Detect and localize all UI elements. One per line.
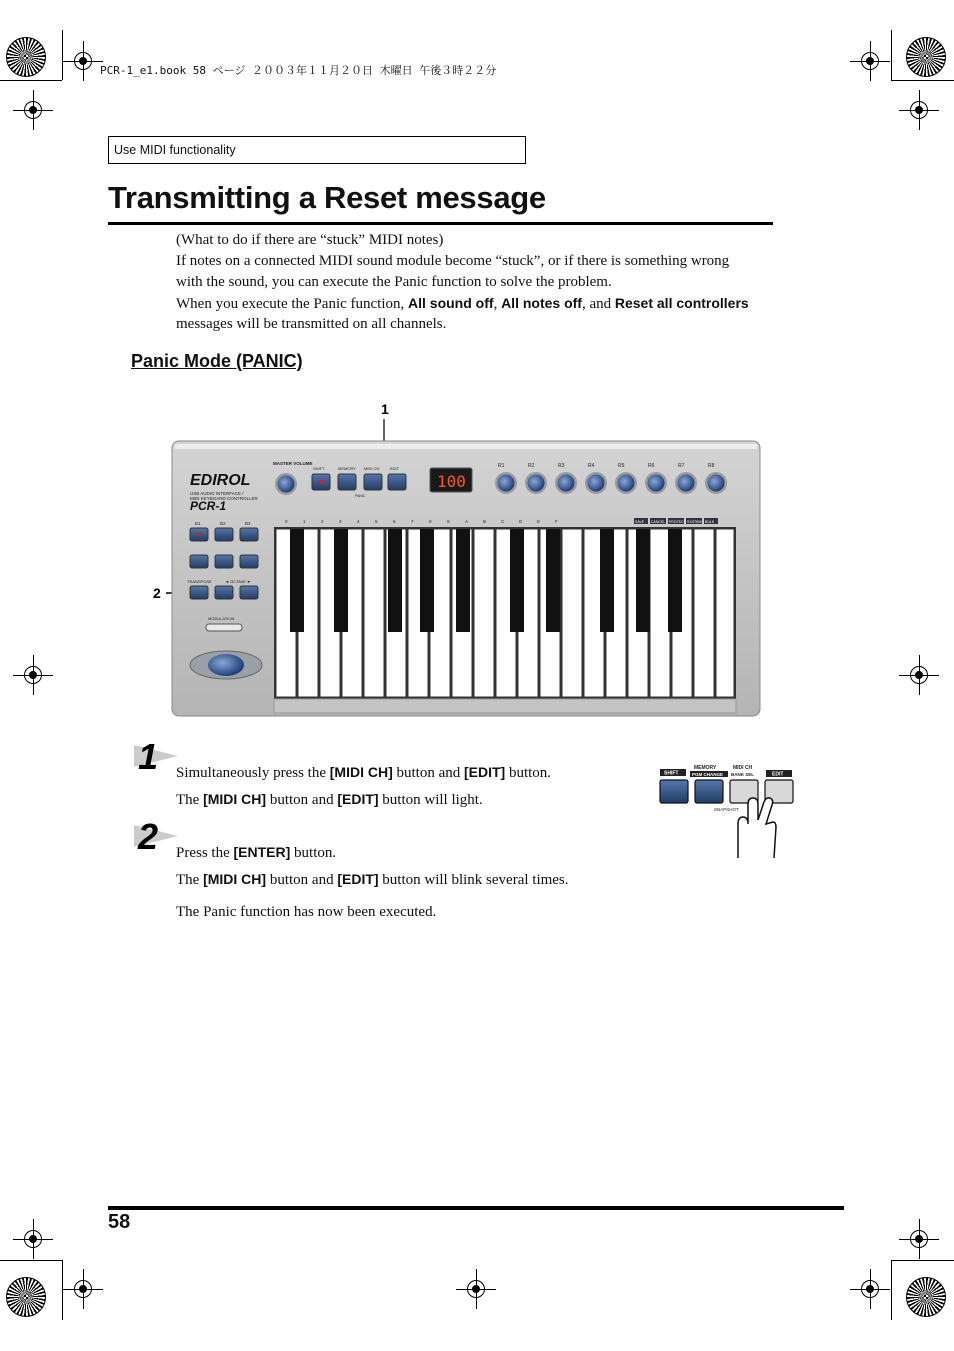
knob-label: R3	[558, 463, 565, 469]
panic-label: PANIC	[355, 494, 366, 498]
registration-mark	[467, 1280, 485, 1298]
print-info: PCR-1_e1.book 58 ページ ２００３年１１月２０日 木曜日 午後３時２２分	[100, 64, 497, 77]
key-label: D	[519, 519, 523, 524]
registration-star-bottom-left	[6, 1277, 46, 1317]
black-key	[510, 529, 524, 632]
modulation-label: MODULATION	[208, 616, 235, 621]
function-label-row	[634, 518, 718, 524]
registration-star-bottom-right	[906, 1277, 946, 1317]
bold-text: [EDIT]	[337, 871, 379, 887]
knob-r1	[498, 475, 515, 492]
crop-line	[0, 80, 62, 81]
black-key	[636, 529, 650, 632]
key-label: B	[483, 519, 487, 524]
text: The	[176, 872, 204, 888]
text: The	[176, 792, 204, 808]
black-key	[546, 529, 560, 632]
button-label: B1	[195, 521, 201, 526]
brand-logo: EDIROL	[190, 472, 251, 489]
knob-r2	[528, 475, 545, 492]
text: ,	[493, 296, 502, 312]
button-label: EDIT	[390, 466, 400, 471]
crop-line	[62, 1260, 63, 1320]
led	[319, 480, 324, 484]
text: , and	[581, 296, 615, 312]
crop-line	[891, 1260, 954, 1261]
button-label: MIDI CH	[733, 765, 753, 771]
white-key	[562, 529, 582, 697]
step-2-line-2	[176, 869, 569, 891]
bold-text: [EDIT]	[337, 791, 379, 807]
top-highlight	[175, 444, 757, 449]
registration-mark	[861, 1280, 879, 1298]
conclusion: The Panic function has now been executed.	[176, 904, 437, 920]
step-number: 2	[138, 816, 159, 857]
intro-line: If notes on a connected MIDI sound module become “stuck”, or if there is something wrong	[176, 253, 730, 269]
panel-button	[215, 555, 233, 568]
text: button and	[392, 765, 464, 781]
button-label: B2	[220, 521, 226, 526]
registration-mark	[74, 1280, 92, 1298]
black-key	[456, 529, 470, 632]
bold-text: All sound off	[408, 295, 494, 311]
panel-button	[240, 555, 258, 568]
knob-label: R7	[678, 463, 685, 469]
section-heading: Panic Mode (PANIC)	[131, 351, 303, 371]
crop-line	[0, 1260, 62, 1261]
octave-down-button	[215, 586, 233, 599]
page-number: 58	[108, 1211, 131, 1233]
knob-label: R4	[588, 463, 595, 469]
led	[197, 533, 201, 536]
intro-line: messages will be transmitted on all channels.	[176, 316, 447, 332]
button-label: EDIT	[772, 771, 784, 778]
knob-r3	[558, 475, 575, 492]
button-label: MIDI CH	[364, 466, 380, 471]
model-logo: PCR-1	[190, 499, 227, 513]
key-label: 3	[339, 519, 342, 524]
hand-icon	[738, 798, 776, 858]
registration-star-top-left	[6, 37, 46, 77]
white-key	[716, 529, 734, 697]
key-label: E	[537, 519, 541, 524]
bold-text: [MIDI CH]	[203, 791, 267, 807]
octave-label: ◄ OCTAVE ►	[225, 579, 251, 584]
key-label: 7	[411, 519, 414, 524]
panel-button	[190, 555, 208, 568]
intro-line: (What to do if there are “stuck” MIDI notes)	[176, 232, 444, 248]
key-label: 4	[357, 519, 360, 524]
text: button and	[266, 792, 338, 808]
key-label: 9	[447, 519, 450, 524]
button-press-illustration	[656, 762, 801, 862]
callout-1: 1	[381, 401, 389, 417]
button-label: SHIFT	[664, 770, 679, 777]
key-label: 2	[321, 519, 324, 524]
b3-button	[240, 528, 258, 541]
white-key	[364, 529, 384, 697]
func-label: PROTECT	[669, 520, 686, 524]
black-key	[600, 529, 614, 632]
knob-r4	[588, 475, 605, 492]
master-volume-knob	[278, 476, 295, 493]
crop-line	[891, 30, 892, 80]
title-rule	[108, 222, 773, 225]
page-title: Transmitting a Reset message	[108, 180, 546, 215]
crop-line	[62, 30, 63, 80]
white-key	[694, 529, 714, 697]
snapshot-label: SNAPSHOT	[714, 807, 739, 812]
knob-label: R5	[618, 463, 625, 469]
knob-label: R2	[528, 463, 535, 469]
func-label: SYSTEM	[687, 520, 702, 524]
bold-text: [ENTER]	[233, 844, 291, 860]
footer-rule	[108, 1206, 844, 1210]
callout-2: 2	[153, 585, 161, 601]
crop-line	[891, 80, 954, 81]
button-label: PGM CHANGE	[692, 772, 724, 777]
knob-label: R8	[708, 463, 715, 469]
knob-label: R6	[648, 463, 655, 469]
knob-label: R1	[498, 463, 505, 469]
registration-mark	[24, 101, 42, 119]
key-label: C	[501, 519, 505, 524]
func-label: BULK	[705, 520, 715, 524]
step-2-line-1	[176, 842, 336, 864]
registration-mark	[910, 1230, 928, 1248]
midi-ch-button	[364, 474, 382, 490]
registration-mark	[24, 1230, 42, 1248]
text: Press the	[176, 845, 234, 861]
text: button will light.	[378, 792, 483, 808]
black-key	[388, 529, 402, 632]
button-label: MEMORY	[694, 765, 717, 771]
black-key	[420, 529, 434, 632]
button-label: BANK SEL	[731, 772, 755, 777]
bold-text: Reset all controllers	[614, 295, 749, 311]
registration-mark	[861, 52, 879, 70]
subtitle: MIDI KEYBOARD CONTROLLER	[190, 496, 258, 501]
intro-line: with the sound, you can execute the Panic function to solve the problem.	[176, 274, 612, 290]
knob-r7	[678, 475, 695, 492]
edit-button	[388, 474, 406, 490]
bold-text: All notes off	[501, 295, 582, 311]
crop-line	[891, 1260, 892, 1320]
text: button and	[266, 872, 338, 888]
step-1-line-1	[176, 762, 551, 784]
button-label: SHIFT	[313, 466, 325, 471]
b2-button	[215, 528, 233, 541]
key-label: 0	[285, 519, 288, 524]
intro-line	[176, 293, 749, 315]
text: button will blink several times.	[378, 872, 569, 888]
registration-mark	[910, 666, 928, 684]
key-label: 5	[375, 519, 378, 524]
text: button.	[290, 845, 337, 861]
text: When you execute the Panic function,	[176, 296, 409, 312]
key-label: 8	[429, 519, 432, 524]
section-label: Use MIDI functionality	[108, 136, 526, 164]
pitch-bender	[208, 654, 244, 676]
bold-text: [MIDI CH]	[203, 871, 267, 887]
func-label: SAVE	[635, 520, 645, 524]
step-number: 1	[138, 736, 159, 777]
subtitle: USB AUDIO INTERFACE /	[190, 491, 244, 496]
white-key	[650, 529, 670, 697]
button-label: MEMORY	[338, 466, 356, 471]
shift-button	[660, 780, 688, 803]
key-label: 1	[303, 519, 306, 524]
black-key	[290, 529, 304, 632]
knob-r5	[618, 475, 635, 492]
func-label: CANCEL	[651, 520, 666, 524]
bold-text: [EDIT]	[464, 764, 506, 780]
registration-star-top-right	[906, 37, 946, 77]
bold-text: [MIDI CH]	[329, 764, 393, 780]
text: button.	[505, 765, 552, 781]
registration-mark	[24, 666, 42, 684]
transpose-label: TRANSPOSE	[187, 579, 212, 584]
step-1-line-2	[176, 789, 483, 811]
white-key	[474, 529, 494, 697]
knob-r6	[648, 475, 665, 492]
black-key	[668, 529, 682, 632]
key-label: 6	[393, 519, 396, 524]
key-label: F	[555, 519, 558, 524]
modulation-bar	[206, 624, 242, 631]
registration-mark	[910, 101, 928, 119]
button-label: B3	[245, 521, 251, 526]
octave-up-button	[240, 586, 258, 599]
memory-button	[695, 780, 723, 803]
memory-button	[338, 474, 356, 490]
text: Simultaneously press the	[176, 765, 330, 781]
key-front-lip	[274, 699, 736, 713]
registration-mark	[74, 52, 92, 70]
display-value: 100	[437, 472, 466, 491]
transpose-button	[190, 586, 208, 599]
master-volume-label: MASTER VOLUME	[273, 461, 313, 466]
key-label: A	[465, 519, 469, 524]
keyboard-diagram	[150, 395, 770, 725]
knob-r8	[708, 475, 725, 492]
black-key	[334, 529, 348, 632]
